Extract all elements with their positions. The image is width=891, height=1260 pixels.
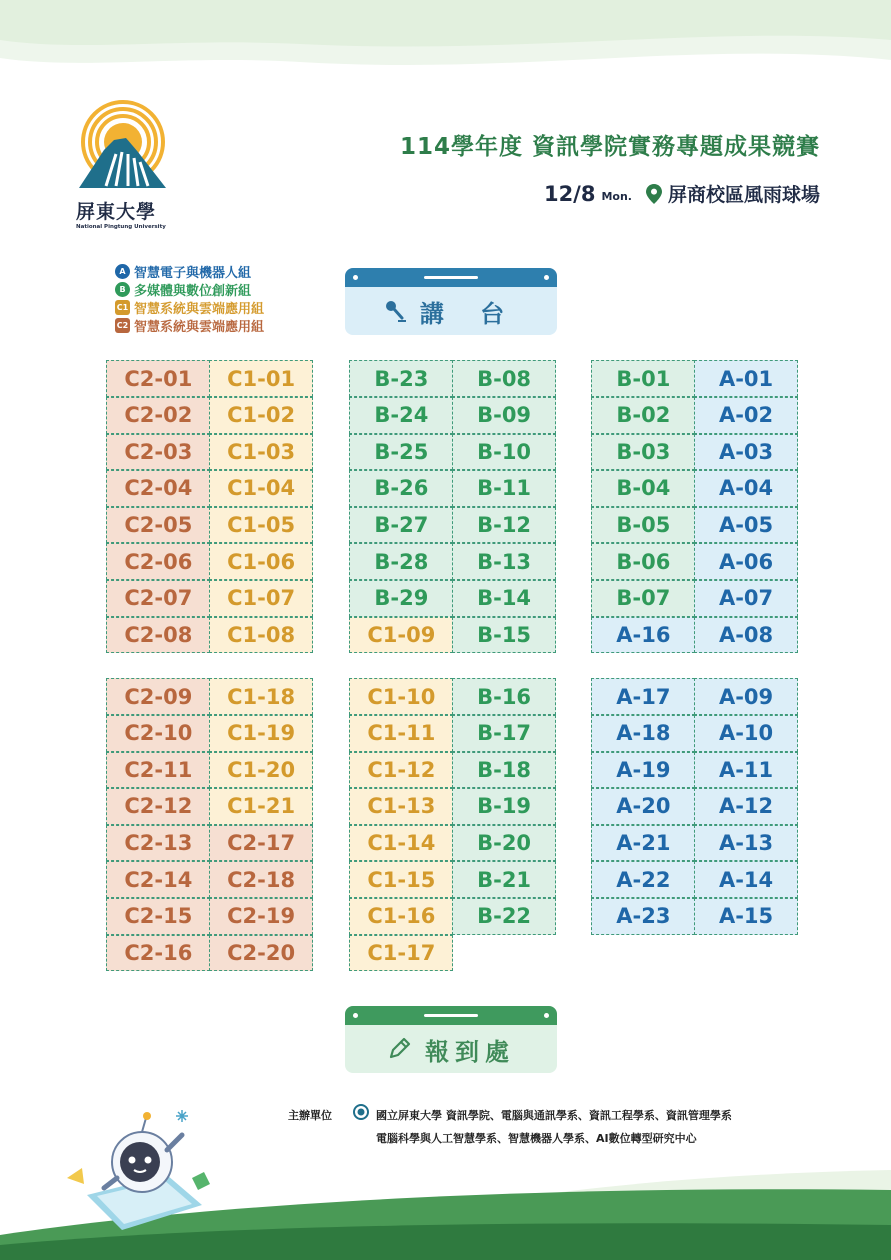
- booth-cell: B-11: [452, 470, 556, 507]
- event-venue: 屏商校區風雨球場: [667, 184, 820, 206]
- seating-row: [107, 716, 315, 753]
- seating-row: [592, 825, 800, 862]
- booth-cell: B-01: [591, 360, 695, 397]
- organizer-line-2: 電腦科學與人工智慧學系、智慧機器人學系、AI數位轉型研究中心: [376, 1132, 697, 1145]
- seating-row: [592, 617, 800, 654]
- seating-row: [592, 752, 800, 789]
- seating-row: [107, 935, 315, 972]
- empty-cell: [452, 935, 556, 972]
- booth-cell: B-25: [349, 434, 453, 471]
- seating-block-right-bottom: [592, 679, 800, 935]
- booth-cell: B-24: [349, 397, 453, 434]
- booth-cell: C2-15: [106, 898, 210, 935]
- seating-row: [592, 899, 800, 936]
- booth-cell: B-18: [452, 752, 556, 789]
- booth-cell: A-13: [694, 825, 798, 862]
- booth-cell: C2-07: [106, 580, 210, 617]
- legend-label: 智慧系統與雲端應用組: [134, 319, 265, 335]
- seating-block-middle-bottom: [350, 679, 558, 972]
- booth-cell: B-20: [452, 825, 556, 862]
- seating-row: [350, 617, 558, 654]
- booth-cell: A-05: [694, 507, 798, 544]
- booth-cell: A-16: [591, 617, 695, 654]
- booth-cell: C2-04: [106, 470, 210, 507]
- booth-cell: C2-13: [106, 825, 210, 862]
- booth-cell: B-29: [349, 580, 453, 617]
- booth-cell: C2-12: [106, 788, 210, 825]
- booth-cell: A-02: [694, 397, 798, 434]
- booth-cell: B-28: [349, 543, 453, 580]
- booth-cell: C2-06: [106, 543, 210, 580]
- legend-badge: C1: [115, 300, 130, 315]
- seating-row: [592, 434, 800, 471]
- event-info: [420, 180, 820, 207]
- booth-cell: C1-06: [209, 543, 313, 580]
- booth-cell: B-22: [452, 898, 556, 935]
- booth-cell: C2-03: [106, 434, 210, 471]
- booth-cell: B-13: [452, 543, 556, 580]
- booth-cell: C1-16: [349, 898, 453, 935]
- booth-cell: A-03: [694, 434, 798, 471]
- booth-cell: C2-11: [106, 752, 210, 789]
- booth-cell: C1-08: [209, 617, 313, 654]
- booth-cell: A-11: [694, 752, 798, 789]
- organizer-label: 主辦單位: [288, 1109, 332, 1122]
- booth-cell: C1-01: [209, 360, 313, 397]
- booth-cell: A-17: [591, 678, 695, 715]
- seating-row: [592, 398, 800, 435]
- booth-cell: C2-08: [106, 617, 210, 654]
- booth-cell: B-15: [452, 617, 556, 654]
- seating-row: [350, 789, 558, 826]
- booth-cell: A-06: [694, 543, 798, 580]
- organizer-line-1: 國立屏東大學 資訊學院、電腦與通訊學系、資訊工程學系、資訊管理學系: [376, 1109, 732, 1122]
- booth-cell: A-10: [694, 715, 798, 752]
- event-date: 12/8: [543, 181, 596, 206]
- seating-row: [107, 361, 315, 398]
- booth-cell: A-12: [694, 788, 798, 825]
- seating-row: [592, 716, 800, 753]
- seating-row: [350, 899, 558, 936]
- booth-cell: A-07: [694, 580, 798, 617]
- booth-cell: A-22: [591, 861, 695, 898]
- legend-label: 智慧系統與雲端應用組: [134, 301, 265, 317]
- seating-row: [107, 581, 315, 618]
- booth-cell: A-08: [694, 617, 798, 654]
- seating-row: [107, 617, 315, 654]
- booth-cell: C1-12: [349, 752, 453, 789]
- booth-cell: B-02: [591, 397, 695, 434]
- seating-row: [107, 398, 315, 435]
- booth-cell: B-14: [452, 580, 556, 617]
- seating-row: [592, 862, 800, 899]
- booth-cell: C2-09: [106, 678, 210, 715]
- seating-row: [350, 825, 558, 862]
- booth-cell: C1-18: [209, 678, 313, 715]
- booth-cell: C1-05: [209, 507, 313, 544]
- booth-cell: A-19: [591, 752, 695, 789]
- seating-row: [350, 471, 558, 508]
- seating-row: [350, 507, 558, 544]
- seating-row: [107, 789, 315, 826]
- booth-cell: C2-02: [106, 397, 210, 434]
- university-logo: [76, 100, 186, 235]
- booth-cell: A-18: [591, 715, 695, 752]
- seating-row: [107, 862, 315, 899]
- booth-cell: C1-20: [209, 752, 313, 789]
- group-legend: [115, 262, 264, 334]
- checkin-sign: [345, 1006, 557, 1073]
- sun-mountain-emblem: [76, 100, 171, 195]
- booth-cell: C2-18: [209, 861, 313, 898]
- booth-cell: B-23: [349, 360, 453, 397]
- booth-cell: B-16: [452, 678, 556, 715]
- event-weekday: Mon.: [601, 190, 632, 203]
- page-title: 114學年度 資訊學院實務專題成果競賽: [399, 134, 820, 160]
- booth-cell: C2-10: [106, 715, 210, 752]
- booth-cell: C2-16: [106, 935, 210, 972]
- stage-label: 講 台: [419, 299, 519, 328]
- legend-item: [115, 298, 264, 316]
- booth-cell: B-12: [452, 507, 556, 544]
- seating-row: [350, 716, 558, 753]
- seating-row: [107, 544, 315, 581]
- booth-cell: B-09: [452, 397, 556, 434]
- seating-row: [350, 361, 558, 398]
- booth-cell: B-19: [452, 788, 556, 825]
- seating-block-left-top: [107, 361, 315, 654]
- stage-sign-header: [345, 268, 557, 287]
- booth-cell: C1-14: [349, 825, 453, 862]
- seating-row: [350, 434, 558, 471]
- seating-row: [107, 679, 315, 716]
- booth-cell: B-27: [349, 507, 453, 544]
- university-seal-icon: [353, 1104, 369, 1120]
- booth-cell: C1-02: [209, 397, 313, 434]
- seating-row: [107, 434, 315, 471]
- logo-subtitle: National Pingtung University: [76, 224, 166, 230]
- booth-cell: C1-21: [209, 788, 313, 825]
- booth-cell: C1-04: [209, 470, 313, 507]
- seating-row: [592, 507, 800, 544]
- seating-block-middle-top: [350, 361, 558, 654]
- booth-cell: B-05: [591, 507, 695, 544]
- seating-row: [107, 899, 315, 936]
- seating-row: [592, 361, 800, 398]
- booth-cell: C2-17: [209, 825, 313, 862]
- legend-label: 多媒體與數位創新組: [134, 283, 252, 299]
- booth-cell: B-06: [591, 543, 695, 580]
- checkin-sign-header: [345, 1006, 557, 1025]
- booth-cell: B-03: [591, 434, 695, 471]
- seating-row: [350, 752, 558, 789]
- seating-row: [350, 935, 558, 972]
- seating-row: [592, 544, 800, 581]
- booth-cell: C2-01: [106, 360, 210, 397]
- legend-badge: A: [115, 264, 130, 279]
- pencil-icon: [387, 1037, 411, 1061]
- seating-row: [592, 679, 800, 716]
- booth-cell: A-14: [694, 861, 798, 898]
- checkin-label: 報到處: [425, 1037, 515, 1066]
- booth-cell: A-20: [591, 788, 695, 825]
- seating-block-right-top: [592, 361, 800, 654]
- seating-row: [107, 752, 315, 789]
- booth-cell: B-07: [591, 580, 695, 617]
- seating-row: [107, 471, 315, 508]
- location-pin-icon: [646, 184, 662, 204]
- booth-cell: C1-11: [349, 715, 453, 752]
- seating-row: [592, 471, 800, 508]
- booth-cell: B-08: [452, 360, 556, 397]
- booth-cell: B-04: [591, 470, 695, 507]
- booth-cell: C1-13: [349, 788, 453, 825]
- seating-row: [350, 398, 558, 435]
- booth-cell: B-17: [452, 715, 556, 752]
- booth-cell: C2-14: [106, 861, 210, 898]
- booth-cell: A-01: [694, 360, 798, 397]
- booth-cell: C2-20: [209, 935, 313, 972]
- booth-cell: A-04: [694, 470, 798, 507]
- seating-row: [592, 789, 800, 826]
- seating-row: [350, 581, 558, 618]
- booth-cell: B-21: [452, 861, 556, 898]
- seating-row: [350, 679, 558, 716]
- seating-block-left-bottom: [107, 679, 315, 972]
- booth-cell: A-09: [694, 678, 798, 715]
- legend-badge: C2: [115, 318, 130, 333]
- booth-cell: C1-17: [349, 935, 453, 972]
- microphone-icon: [384, 299, 406, 323]
- booth-cell: A-23: [591, 898, 695, 935]
- stage-sign: [345, 268, 557, 335]
- legend-item: [115, 316, 264, 334]
- booth-cell: C1-15: [349, 861, 453, 898]
- seating-row: [350, 862, 558, 899]
- booth-cell: C1-09: [349, 617, 453, 654]
- booth-cell: C1-07: [209, 580, 313, 617]
- robot-mascot-illustration: [62, 1100, 222, 1235]
- booth-cell: A-21: [591, 825, 695, 862]
- booth-cell: A-15: [694, 898, 798, 935]
- booth-cell: C1-19: [209, 715, 313, 752]
- legend-badge: B: [115, 282, 130, 297]
- top-wave-decoration: [0, 0, 891, 90]
- legend-item: [115, 262, 264, 280]
- booth-cell: C2-19: [209, 898, 313, 935]
- seating-row: [107, 825, 315, 862]
- booth-cell: B-26: [349, 470, 453, 507]
- seating-row: [350, 544, 558, 581]
- logo-name: 屏東大學: [76, 201, 157, 223]
- booth-cell: C1-10: [349, 678, 453, 715]
- legend-item: [115, 280, 264, 298]
- booth-cell: B-10: [452, 434, 556, 471]
- seating-row: [107, 507, 315, 544]
- legend-label: 智慧電子與機器人組: [134, 265, 252, 281]
- seating-row: [592, 581, 800, 618]
- booth-cell: C2-05: [106, 507, 210, 544]
- booth-cell: C1-03: [209, 434, 313, 471]
